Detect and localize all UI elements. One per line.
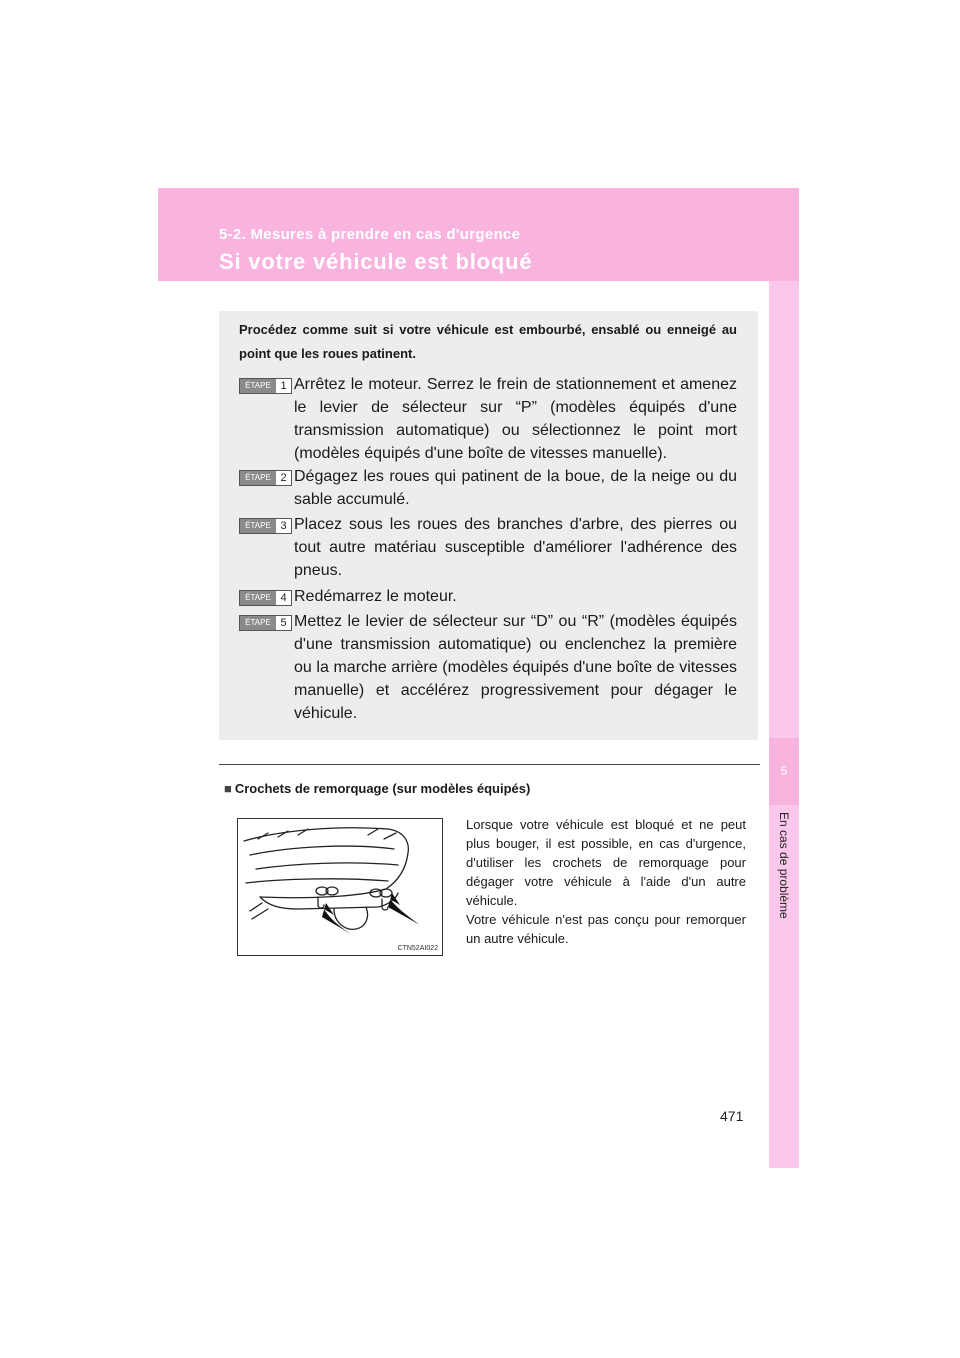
step-badge-number: 1 xyxy=(280,380,287,392)
step-badge-word: ÉTAPE xyxy=(240,591,276,605)
step-badge xyxy=(239,378,292,394)
step-badge xyxy=(239,470,292,486)
step-badge-number: 4 xyxy=(280,592,287,604)
towing-paragraph: Votre véhicule n'est pas conçu pour remorquer un autre véhicule. xyxy=(466,912,746,946)
step-text: Placez sous les roues des branches d'arbre, des pierres ou tout autre matériau susceptible d'améliorer l'adhérence des pneus. xyxy=(294,516,737,579)
procedure-intro: Procédez comme suit si votre véhicule est embourbé, ensablé ou enneigé au point que les roues patinent. xyxy=(239,322,737,361)
step-badge xyxy=(239,590,292,606)
step-badge xyxy=(239,518,292,534)
step-badge-word: ÉTAPE xyxy=(240,519,276,533)
step-badge-number: 2 xyxy=(280,472,287,484)
step-text: Mettez le levier de sélecteur sur “D” ou “R” (modèles équipés d'une transmission automatique) ou enclenchez la première ou la marche arrière (modèles équipés d'une boîte de vitesses manuelle) et accélérez progressivement pour dégager le véhicule. xyxy=(294,613,737,722)
chapter-number: 5 xyxy=(780,764,788,778)
step-badge-word: ÉTAPE xyxy=(240,616,276,630)
towing-hooks-description xyxy=(466,815,746,948)
step-badge-word: ÉTAPE xyxy=(240,379,276,393)
page-number: 471 xyxy=(720,1108,744,1124)
section-label: 5-2. Mesures à prendre en cas d'urgence xyxy=(219,226,521,243)
car-rear-underside-drawing xyxy=(238,819,442,955)
step-text: Dégagez les roues qui patinent de la boue, de la neige ou du sable accumulé. xyxy=(294,468,737,508)
step-text: Arrêtez le moteur. Serrez le frein de stationnement et amenez le levier de sélecteur sur “P” (modèles équipés d'une transmission automatique) ou sélectionnez le point mort (modèles équipés d'une boîte de vitesses manuelle). xyxy=(294,376,737,462)
towing-hooks-heading-text: Crochets de remorquage (sur modèles équipés) xyxy=(234,781,531,796)
page-title: Si votre véhicule est bloqué xyxy=(219,249,533,274)
step-badge-number: 5 xyxy=(280,617,287,629)
step-text: Redémarrez le moteur. xyxy=(294,588,457,605)
step-badge xyxy=(239,615,292,631)
square-bullet-icon: ■ xyxy=(224,781,232,796)
towing-paragraph: Lorsque votre véhicule est bloqué et ne peut plus bouger, il est possible, en cas d'urgence, d'utiliser les crochets de remorquage pour dégager votre véhicule à l'aide d'un autre véhicule. xyxy=(466,817,746,908)
towing-hooks-illustration xyxy=(237,818,443,956)
section-divider xyxy=(219,764,760,765)
side-tab-upper xyxy=(769,281,799,738)
step-badge-word: ÉTAPE xyxy=(240,471,276,485)
step-badge-number: 3 xyxy=(280,520,287,532)
figure-code: CTN52AI022 xyxy=(397,945,438,952)
towing-hooks-heading xyxy=(224,781,530,796)
chapter-title: En cas de problème xyxy=(777,812,791,919)
